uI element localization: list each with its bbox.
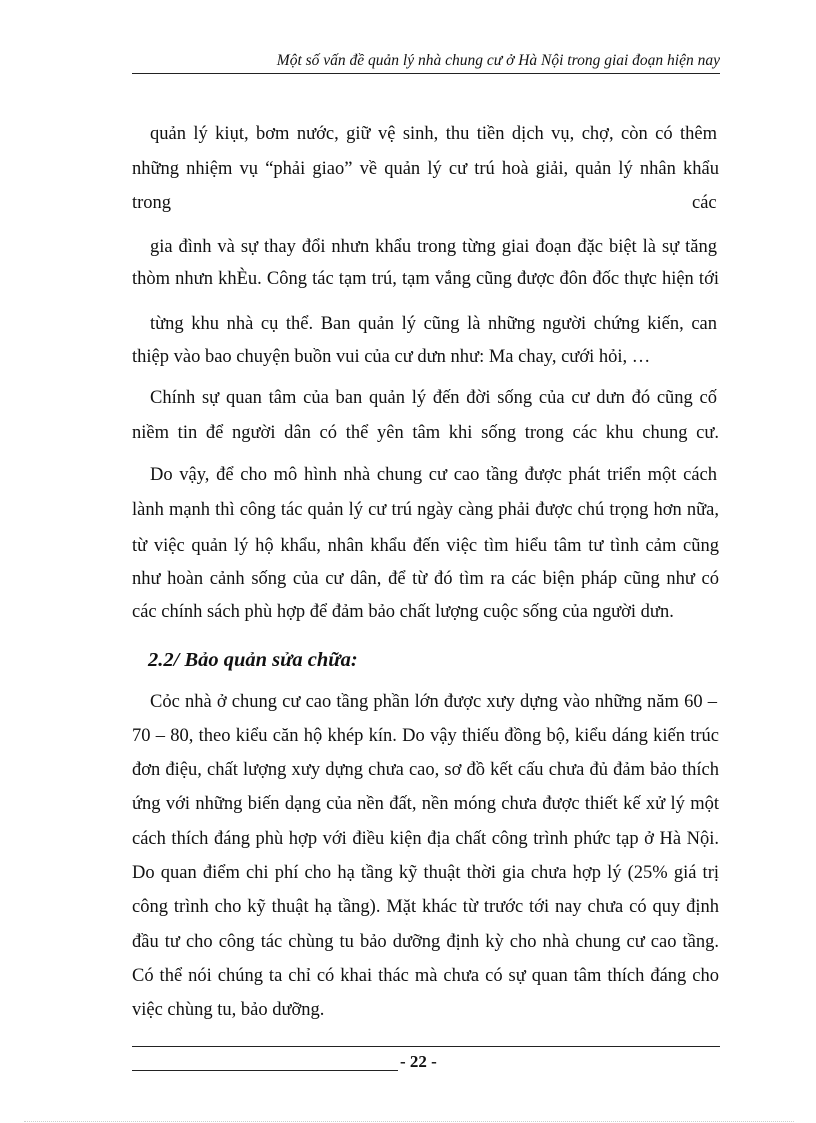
section-line: Có thể nói chúng ta chỉ có khai thác mà chưa có sự quan tâm thích đáng cho (132, 966, 719, 986)
body-line: gia đình và sự thay đổi nhưn khẩu trong từng giai đoạn đặc biệt là sự tăng (150, 237, 717, 257)
body-line: từng khu nhà cụ thể. Ban quản lý cũng là những người chứng kiến, can (150, 314, 717, 334)
running-title: Một số vấn đề quản lý nhà chung cư ở Hà Nội trong giai đoạn hiện nay (276, 52, 720, 69)
body-line: Do vậy, để cho mô hình nhà chung cư cao tầng được phát triển một cách (150, 465, 717, 485)
footer-rule (132, 1046, 720, 1047)
body-line: niềm tin để người dân có thể yên tâm khi sống trong các khu chung cư. (132, 423, 719, 443)
body-line: như hoàn cảnh sống của cư dân, để từ đó tìm ra các biện pháp cũng như có (132, 569, 719, 589)
body-line: quản lý kiụt, bơm nước, giữ vệ sinh, thu tiền dịch vụ, chợ, còn có thêm (150, 124, 717, 144)
body-line: Chính sự quan tâm của ban quản lý đến đời sống của cư dưn đó cũng cố (150, 388, 717, 408)
body-line: những nhiệm vụ “phải giao” về quản lý cư trú hoà giải, quản lý nhân khẩu (132, 159, 719, 179)
section-line: cách thích đáng phù hợp với điều kiện địa chất công trình phức tạp ở Hà Nội. (132, 829, 719, 849)
page-edge-dots (24, 1121, 794, 1122)
section-line: ứng với những biến dạng của nền đất, nền móng chưa được thiết kế xử lý một (132, 794, 719, 814)
footer-rule-short (132, 1070, 398, 1071)
body-line: thòm nhưn khÈu. Công tác tạm trú, tạm vắng cũng được đôn đốc thực hiện tới (132, 269, 719, 289)
body-line: các (692, 193, 717, 213)
header-rule (132, 73, 720, 74)
body-line: lành mạnh thì công tác quản lý cư trú ngày càng phải được chú trọng hơn nữa, (132, 500, 719, 520)
section-line: công trình cho kỹ thuật hạ tầng). Mặt khác từ trước tới nay chưa có quy định (132, 897, 719, 917)
section-line: 70 – 80, theo kiểu căn hộ khép kín. Do vậy thiếu đồng bộ, kiểu dáng kiến trúc (132, 726, 719, 746)
body-line: các chính sách phù hợp để đảm bảo chất lượng cuộc sống của người dưn. (132, 602, 674, 622)
body-line: trong (132, 193, 172, 213)
section-heading: 2.2/ Bảo quản sửa chữa: (148, 649, 358, 671)
section-line: việc chùng tu, bảo dưỡng. (132, 1000, 325, 1020)
section-line: đơn điệu, chất lượng xưy dựng chưa cao, sơ đồ kết cấu chưa đủ đảm bảo thích (132, 760, 719, 780)
section-line: đầu tư cho công tác chùng tu bảo dưỡng định kỳ cho nhà chung cư cao tầng. (132, 932, 719, 952)
section-line: Cỏc nhà ở chung cư cao tầng phần lớn được xưy dựng vào những năm 60 – (150, 692, 717, 712)
body-line: từ việc quản lý hộ khẩu, nhân khẩu đến việc tìm hiểu tâm tư tình cảm cũng (132, 536, 719, 556)
body-line: thiệp vào bao chuyện buồn vui của cư dưn như: Ma chay, cưới hỏi, … (132, 347, 651, 367)
section-line: Do quan điểm chi phí cho hạ tầng kỹ thuật thời gia chưa hợp lý (25% giá trị (132, 863, 719, 883)
page-number: - 22 - (400, 1052, 437, 1071)
